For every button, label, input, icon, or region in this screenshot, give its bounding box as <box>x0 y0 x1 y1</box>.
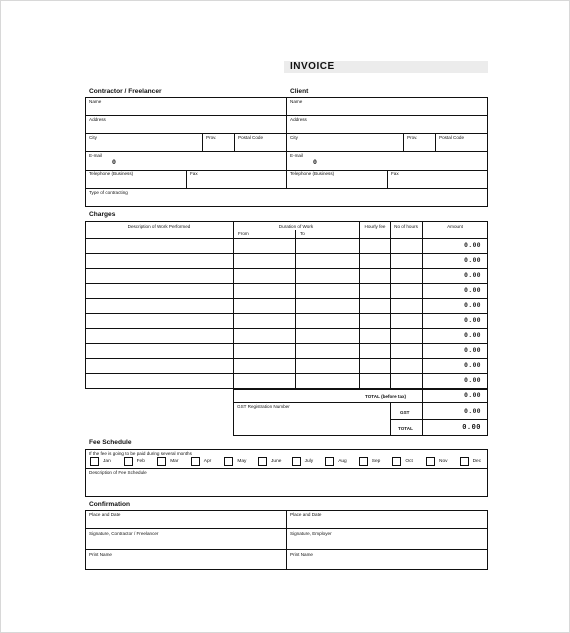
confirmation-heading: Confirmation <box>89 501 131 508</box>
month-checkbox[interactable] <box>90 457 99 466</box>
client-address-field[interactable]: Address <box>290 117 307 122</box>
month-label: Nov <box>439 459 448 464</box>
hours-column-header: No of hours <box>394 224 418 229</box>
charge-amount-cell[interactable]: 0.00 <box>464 347 481 354</box>
month-checkbox[interactable] <box>224 457 233 466</box>
month-checkbox[interactable] <box>124 457 133 466</box>
client-telephone-field[interactable]: Telephone (Business) <box>290 171 335 176</box>
charge-amount-cell[interactable]: 0.00 <box>464 257 481 264</box>
charge-row-divider <box>85 343 488 344</box>
charges-table <box>85 221 488 389</box>
parties-divider <box>286 97 287 189</box>
month-checkbox[interactable] <box>191 457 200 466</box>
contractor-heading: Contractor / Freelancer <box>89 88 162 95</box>
contractor-fax-field[interactable]: Fax <box>190 171 198 176</box>
hourly-fee-column-header: Hourly fee <box>364 224 386 229</box>
fee-schedule-heading: Fee Schedule <box>89 439 132 446</box>
contractor-postal-field[interactable]: Postal Code <box>238 135 264 140</box>
contractor-prov-field[interactable]: Prov. <box>206 135 217 140</box>
month-label: Dec <box>472 459 482 464</box>
charge-row-divider <box>85 298 488 299</box>
contractor-email-value: 0 <box>112 159 116 166</box>
description-column-header: Description of Work Performed <box>127 224 191 229</box>
totals-box <box>233 389 488 436</box>
charge-row-divider <box>85 253 488 254</box>
employer-print-name-field[interactable]: Print Name <box>290 552 313 557</box>
duration-column-header: Duration of Work <box>278 224 314 229</box>
charge-amount-cell[interactable]: 0.00 <box>464 302 481 309</box>
client-name-field[interactable]: Name <box>290 99 303 104</box>
total-before-tax-label: TOTAL (before tax) <box>365 394 407 399</box>
employer-signature-field[interactable]: Signature, Employer <box>290 531 332 536</box>
month-label: Jan <box>103 459 111 464</box>
charge-amount-cell[interactable]: 0.00 <box>464 377 481 384</box>
fee-schedule-description-field[interactable]: Description of Fee Schedule <box>89 470 147 475</box>
gst-value: 0.00 <box>464 408 481 415</box>
contractor-name-field[interactable]: Name <box>89 99 102 104</box>
charges-heading: Charges <box>89 211 116 218</box>
charge-amount-cell[interactable]: 0.00 <box>464 317 481 324</box>
month-checkbox[interactable] <box>258 457 267 466</box>
contractor-place-date-field[interactable]: Place and Date <box>89 512 121 517</box>
invoice-title: INVOICE <box>290 61 335 72</box>
client-email-field[interactable]: E-mail <box>290 153 304 158</box>
month-label: July <box>304 459 314 464</box>
contractor-email-field[interactable]: E-mail <box>89 153 103 158</box>
client-fax-field[interactable]: Fax <box>391 171 399 176</box>
charge-row-divider <box>85 313 488 314</box>
total-before-tax-value: 0.00 <box>464 392 481 399</box>
charge-amount-cell[interactable]: 0.00 <box>464 332 481 339</box>
gst-label: GST <box>400 410 410 415</box>
client-city-field[interactable]: City <box>290 135 298 140</box>
month-checkbox[interactable] <box>392 457 401 466</box>
client-postal-field[interactable]: Postal Code <box>439 135 465 140</box>
charge-amount-cell[interactable]: 0.00 <box>464 362 481 369</box>
contractor-signature-field[interactable]: Signature, Contractor / Freelancer <box>89 531 159 536</box>
month-label: Oct <box>405 459 413 464</box>
employer-place-date-field[interactable]: Place and Date <box>290 512 322 517</box>
charge-row-divider <box>85 373 488 374</box>
month-label: Feb <box>136 459 145 464</box>
charge-row-divider <box>85 328 488 329</box>
month-checkbox[interactable] <box>426 457 435 466</box>
month-checkbox[interactable] <box>359 457 368 466</box>
month-checkbox[interactable] <box>292 457 301 466</box>
contracting-type-field[interactable]: Type of contracting <box>89 190 128 195</box>
from-column-header: From <box>238 231 249 236</box>
charge-amount-cell[interactable]: 0.00 <box>464 287 481 294</box>
client-prov-field[interactable]: Prov. <box>407 135 418 140</box>
charge-amount-cell[interactable]: 0.00 <box>464 272 481 279</box>
contractor-print-name-field[interactable]: Print Name <box>89 552 112 557</box>
charge-row-divider <box>85 283 488 284</box>
contractor-address-field[interactable]: Address <box>89 117 106 122</box>
month-label: Apr <box>203 459 212 464</box>
month-label: June <box>271 459 282 464</box>
month-label: Sep <box>371 459 381 464</box>
month-label: Mar <box>170 459 179 464</box>
charge-row-divider <box>85 358 488 359</box>
contractor-city-field[interactable]: City <box>89 135 97 140</box>
charge-row-divider <box>85 268 488 269</box>
total-label: TOTAL <box>398 426 413 431</box>
charge-amount-cell[interactable]: 0.00 <box>464 242 481 249</box>
gst-registration-field[interactable]: GST Registration Number <box>237 404 290 409</box>
contractor-telephone-field[interactable]: Telephone (Business) <box>89 171 134 176</box>
client-heading: Client <box>290 88 309 95</box>
total-value: 0.00 <box>462 424 481 432</box>
month-checkbox[interactable] <box>460 457 469 466</box>
amount-column-header: Amount <box>447 224 463 229</box>
client-email-value: 0 <box>313 159 317 166</box>
to-column-header: To <box>300 231 305 236</box>
month-checkbox[interactable] <box>157 457 166 466</box>
month-checkbox[interactable] <box>325 457 334 466</box>
fee-schedule-note: If the fee is going to be paid during several months <box>89 451 192 456</box>
month-label: Aug <box>338 459 347 464</box>
month-label: May <box>237 459 247 464</box>
